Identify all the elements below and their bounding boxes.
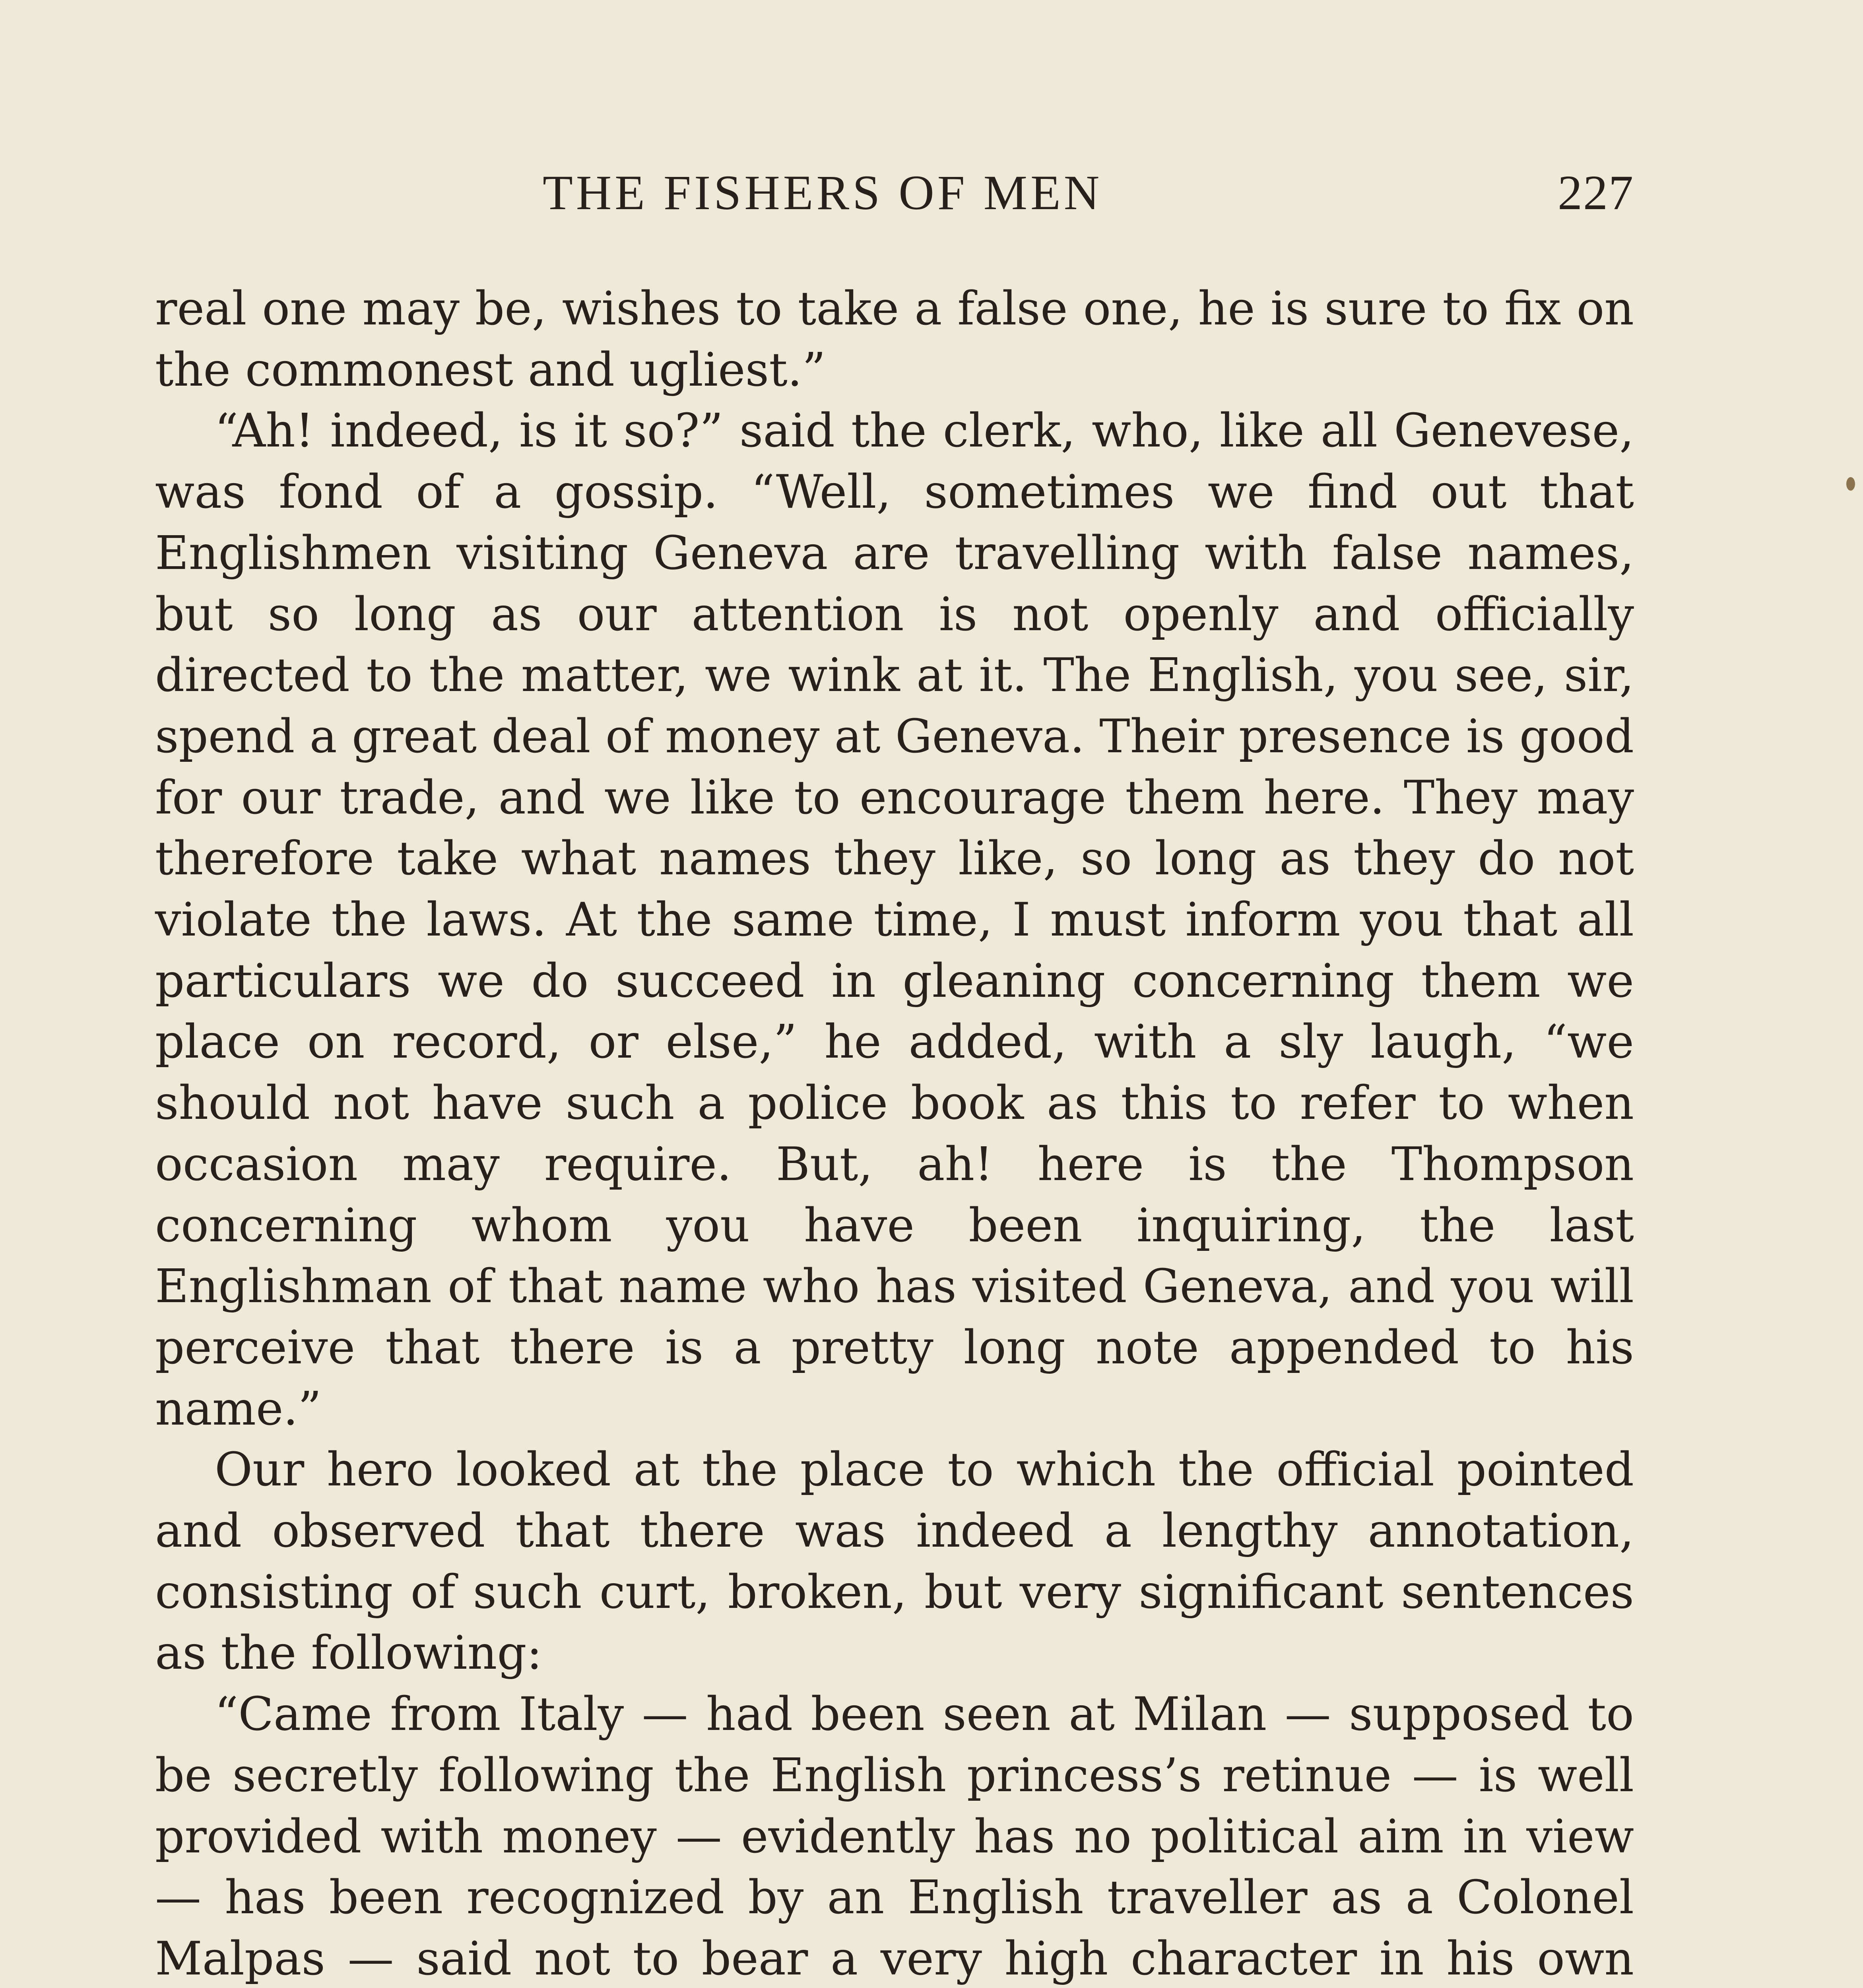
page-number: 227 xyxy=(1558,165,1634,220)
page-header xyxy=(155,163,1634,223)
page-speck xyxy=(1846,477,1855,491)
body-text xyxy=(155,278,1634,1988)
paragraph: “Came from Italy — had been seen at Milan — supposed to be secretly following the English princess’s retinue — is well provided with money — evidently has no political aim in view — has been recognized by an English traveller as a Colonel Malpas — said not to bear a very high character in his own xyxy=(155,1687,1634,1986)
paragraph: real one may be, wishes to take a false one, he is sure to fix on the commonest and ugliest.” xyxy=(155,282,1634,397)
paragraph: “Ah! indeed, is it so?” said the clerk, who, like all Genevese, was fond of a gossip. “Well, sometimes we find out that Englishmen visiting Geneva are travelling with false names, but so long as our attention is not openly and officially directed to the matter, we wink at it. The English, you see, sir, spend a great deal of money at Geneva. Their presence is good for our trade, and we like to encourage them here. They may therefore take what names they like, so long as they do not violate the laws. At the same time, I must inform you that all particulars we do succeed in gleaning concerning them we place on record, or else,” he added, with a sly laugh, “we should not have such a police book as this to refer to when occasion may require. But, ah! here is the Thompson concerning whom you have been inquiring, the last Englishman of that name who has visited Geneva, and you will perceive that there is a pretty long note appended to his name.” xyxy=(155,404,1634,1436)
running-head: THE FISHERS OF MEN xyxy=(543,165,1103,220)
paragraph: Our hero looked at the place to which the official pointed and observed that there was indeed a lengthy annotation, consisting of such curt, broken, but very significant sentences as the following: xyxy=(155,1443,1634,1680)
